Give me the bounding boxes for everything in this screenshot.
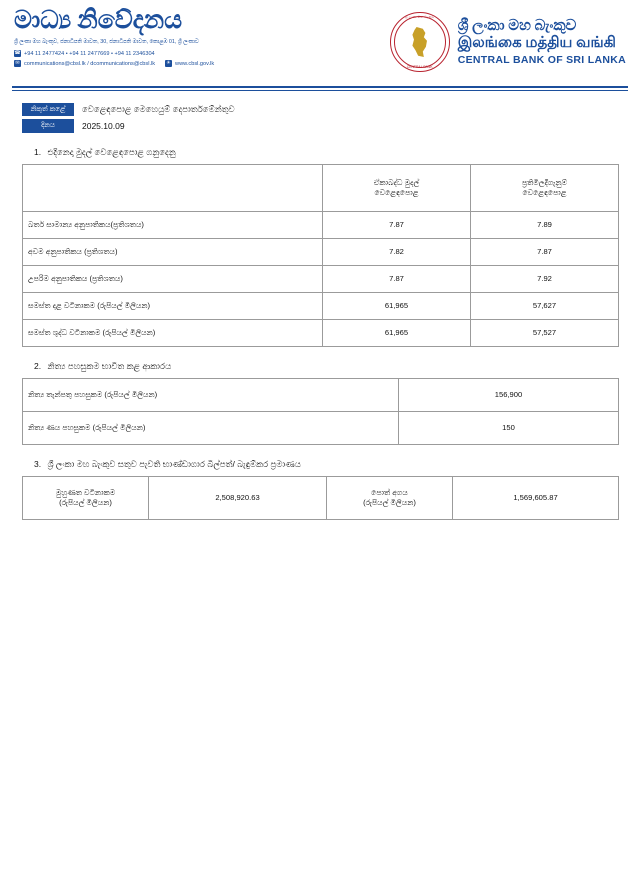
table-row (23, 211, 619, 238)
section-2-heading (34, 361, 640, 372)
section-2-title: නිත්‍ය පහසුකම භාවිත කළ ආකාරය (47, 360, 172, 371)
row-value-call: 7.87 (323, 265, 471, 292)
row-label-deposit-facility: නිත්‍ය තැන්පතු පහසුකම (රුපියල් මිලියන) (23, 378, 399, 411)
row-value-repo: 7.92 (471, 265, 619, 292)
row-label-lending-facility: නිත්‍ය ණය පහසුකම (රුපියල් මිලියන) (23, 411, 399, 444)
emblem-bottom-text: CENTRAL BANK (406, 65, 433, 69)
section-1-heading (34, 147, 640, 158)
row-value-repo: 7.89 (471, 211, 619, 238)
section-2-number: 2. (34, 360, 42, 371)
row-value-call: 7.82 (323, 238, 471, 265)
address-line: ශ්‍රී ලංකා මහ බැංකුව, ජනාධිපති මාවත, 30, ජනාධිපති මාවත, කොළඹ 01, ශ්‍රී ලංකාව (14, 39, 199, 46)
row-label: බර්ත සාමාන්‍ය අනුපාතිකය(ප්‍රතිශතය) (23, 211, 323, 238)
section-2 (0, 361, 640, 445)
row-label: සමස්ත ශුද්ධ වටිනාකම (රුපියල් මිලියන) (23, 319, 323, 346)
col-header-call-money-market-line1: ඒකාබද්ධ මුදල් (373, 177, 420, 187)
label-book-value-line1: පොත් අගය (371, 487, 408, 497)
value-face-value: 2,508,920.63 (149, 476, 327, 519)
row-value-repo: 7.87 (471, 238, 619, 265)
col-header-call-money-market (323, 164, 471, 211)
header-left-block (14, 8, 344, 67)
row-label: අවම අනුපාතිකය (ප්‍රතිශතය) (23, 238, 323, 265)
section-3-heading (34, 459, 640, 470)
treasury-holdings-table (22, 476, 619, 520)
bank-name-sinhala: ශ්‍රී ලංකා මහ බැංකුව (457, 17, 577, 34)
section-3-number: 3. (34, 458, 42, 469)
issued-by-row (22, 103, 640, 117)
row-value-repo: 57,627 (471, 292, 619, 319)
row-value-call: 7.87 (323, 211, 471, 238)
bank-name-english: CENTRAL BANK OF SRI LANKA (457, 54, 626, 67)
emblem-top-text: ශ්‍රී ලංකා මහ බැංකුව (405, 15, 435, 19)
section-3-title: ශ්‍රී ලංකා මහ බැංකුව සතුව පැවති භාණ්ඩාගාර බිල්පත්/ බැඳුම්කර ප්‍රමාණය (47, 458, 301, 469)
row-value-repo: 57,527 (471, 319, 619, 346)
table-row (23, 292, 619, 319)
globe-icon: ☀ (166, 60, 171, 67)
row-label: සමස්ත දළ වටිනාකම (රුපියල් මිලියන) (23, 292, 323, 319)
table-row (23, 378, 619, 411)
section-3 (0, 459, 640, 520)
row-label: උපරිම අනුපාතිකය (ප්‍රතිශතය) (23, 265, 323, 292)
date-row (22, 119, 640, 133)
phone-icon: ☎ (14, 50, 21, 57)
row-value-call: 61,965 (323, 319, 471, 346)
label-face-value-line2: (රුපියල් මිලියන) (59, 497, 112, 507)
phone-line (14, 50, 344, 57)
email-web-line (14, 60, 344, 67)
date-value: 2025.10.09 (82, 121, 125, 132)
label-book-value-line2: (රුපියල් මිලියන) (363, 497, 416, 507)
col-header-repo-market-line2: වෙළෙඳපොළ (522, 187, 567, 197)
mail-icon: ✉ (15, 60, 20, 67)
row-value-lending-facility: 150 (399, 411, 619, 444)
table-row (23, 265, 619, 292)
table-row (23, 238, 619, 265)
header-divider-thin (12, 90, 628, 91)
money-market-table (22, 164, 619, 347)
section-1 (0, 147, 640, 347)
table-row (23, 319, 619, 346)
section-1-number: 1. (34, 146, 42, 157)
label-book-value (327, 476, 453, 519)
cbsl-emblem-logo (390, 12, 450, 72)
issued-by-label: නිකුත් කළේ (22, 103, 74, 117)
value-book-value: 1,569,605.87 (453, 476, 619, 519)
website-url[interactable]: www.cbsl.gov.lk (175, 60, 215, 67)
issued-by-value: වෙළෙඳපොළ මෙහෙයුම් දෙපාර්තමේන්තුව (82, 103, 235, 114)
bank-name-block (458, 18, 626, 67)
row-value-call: 61,965 (323, 292, 471, 319)
meta-block (22, 103, 640, 133)
table-header-row (23, 164, 619, 211)
header-right-block (390, 8, 626, 72)
row-value-deposit-facility: 156,900 (399, 378, 619, 411)
standing-facilities-table (22, 378, 619, 445)
bank-name-tamil: இலங்கை மத்திய வங்கி (457, 35, 616, 51)
section-1-title: එදිනෙදා මුදල් වෙළෙඳපොළ ගනුදෙනු (47, 146, 176, 157)
table-row (23, 476, 619, 519)
label-face-value-line1: මුහුණත වටිනාකම (55, 487, 116, 497)
col-header-repo-market (471, 164, 619, 211)
col-header-blank (23, 164, 323, 211)
col-header-call-money-market-line2: වෙළෙඳපොළ (374, 187, 419, 197)
col-header-repo-market-line1: ප්‍රතිමිලදීගැනුම් (521, 177, 568, 187)
label-face-value (23, 476, 149, 519)
header-divider-thick (12, 86, 628, 88)
phone-numbers: +94 11 2477424 • +94 11 2477669 • +94 11 2346304 (24, 50, 155, 57)
email-addresses[interactable]: communications@cbsl.lk / dcommunications@cbsl.lk (24, 60, 156, 67)
table-row (23, 411, 619, 444)
press-release-title: මාධ්‍ය නිවේදනය (14, 7, 183, 34)
date-label: දිනය (22, 119, 74, 133)
document-header (0, 0, 640, 84)
